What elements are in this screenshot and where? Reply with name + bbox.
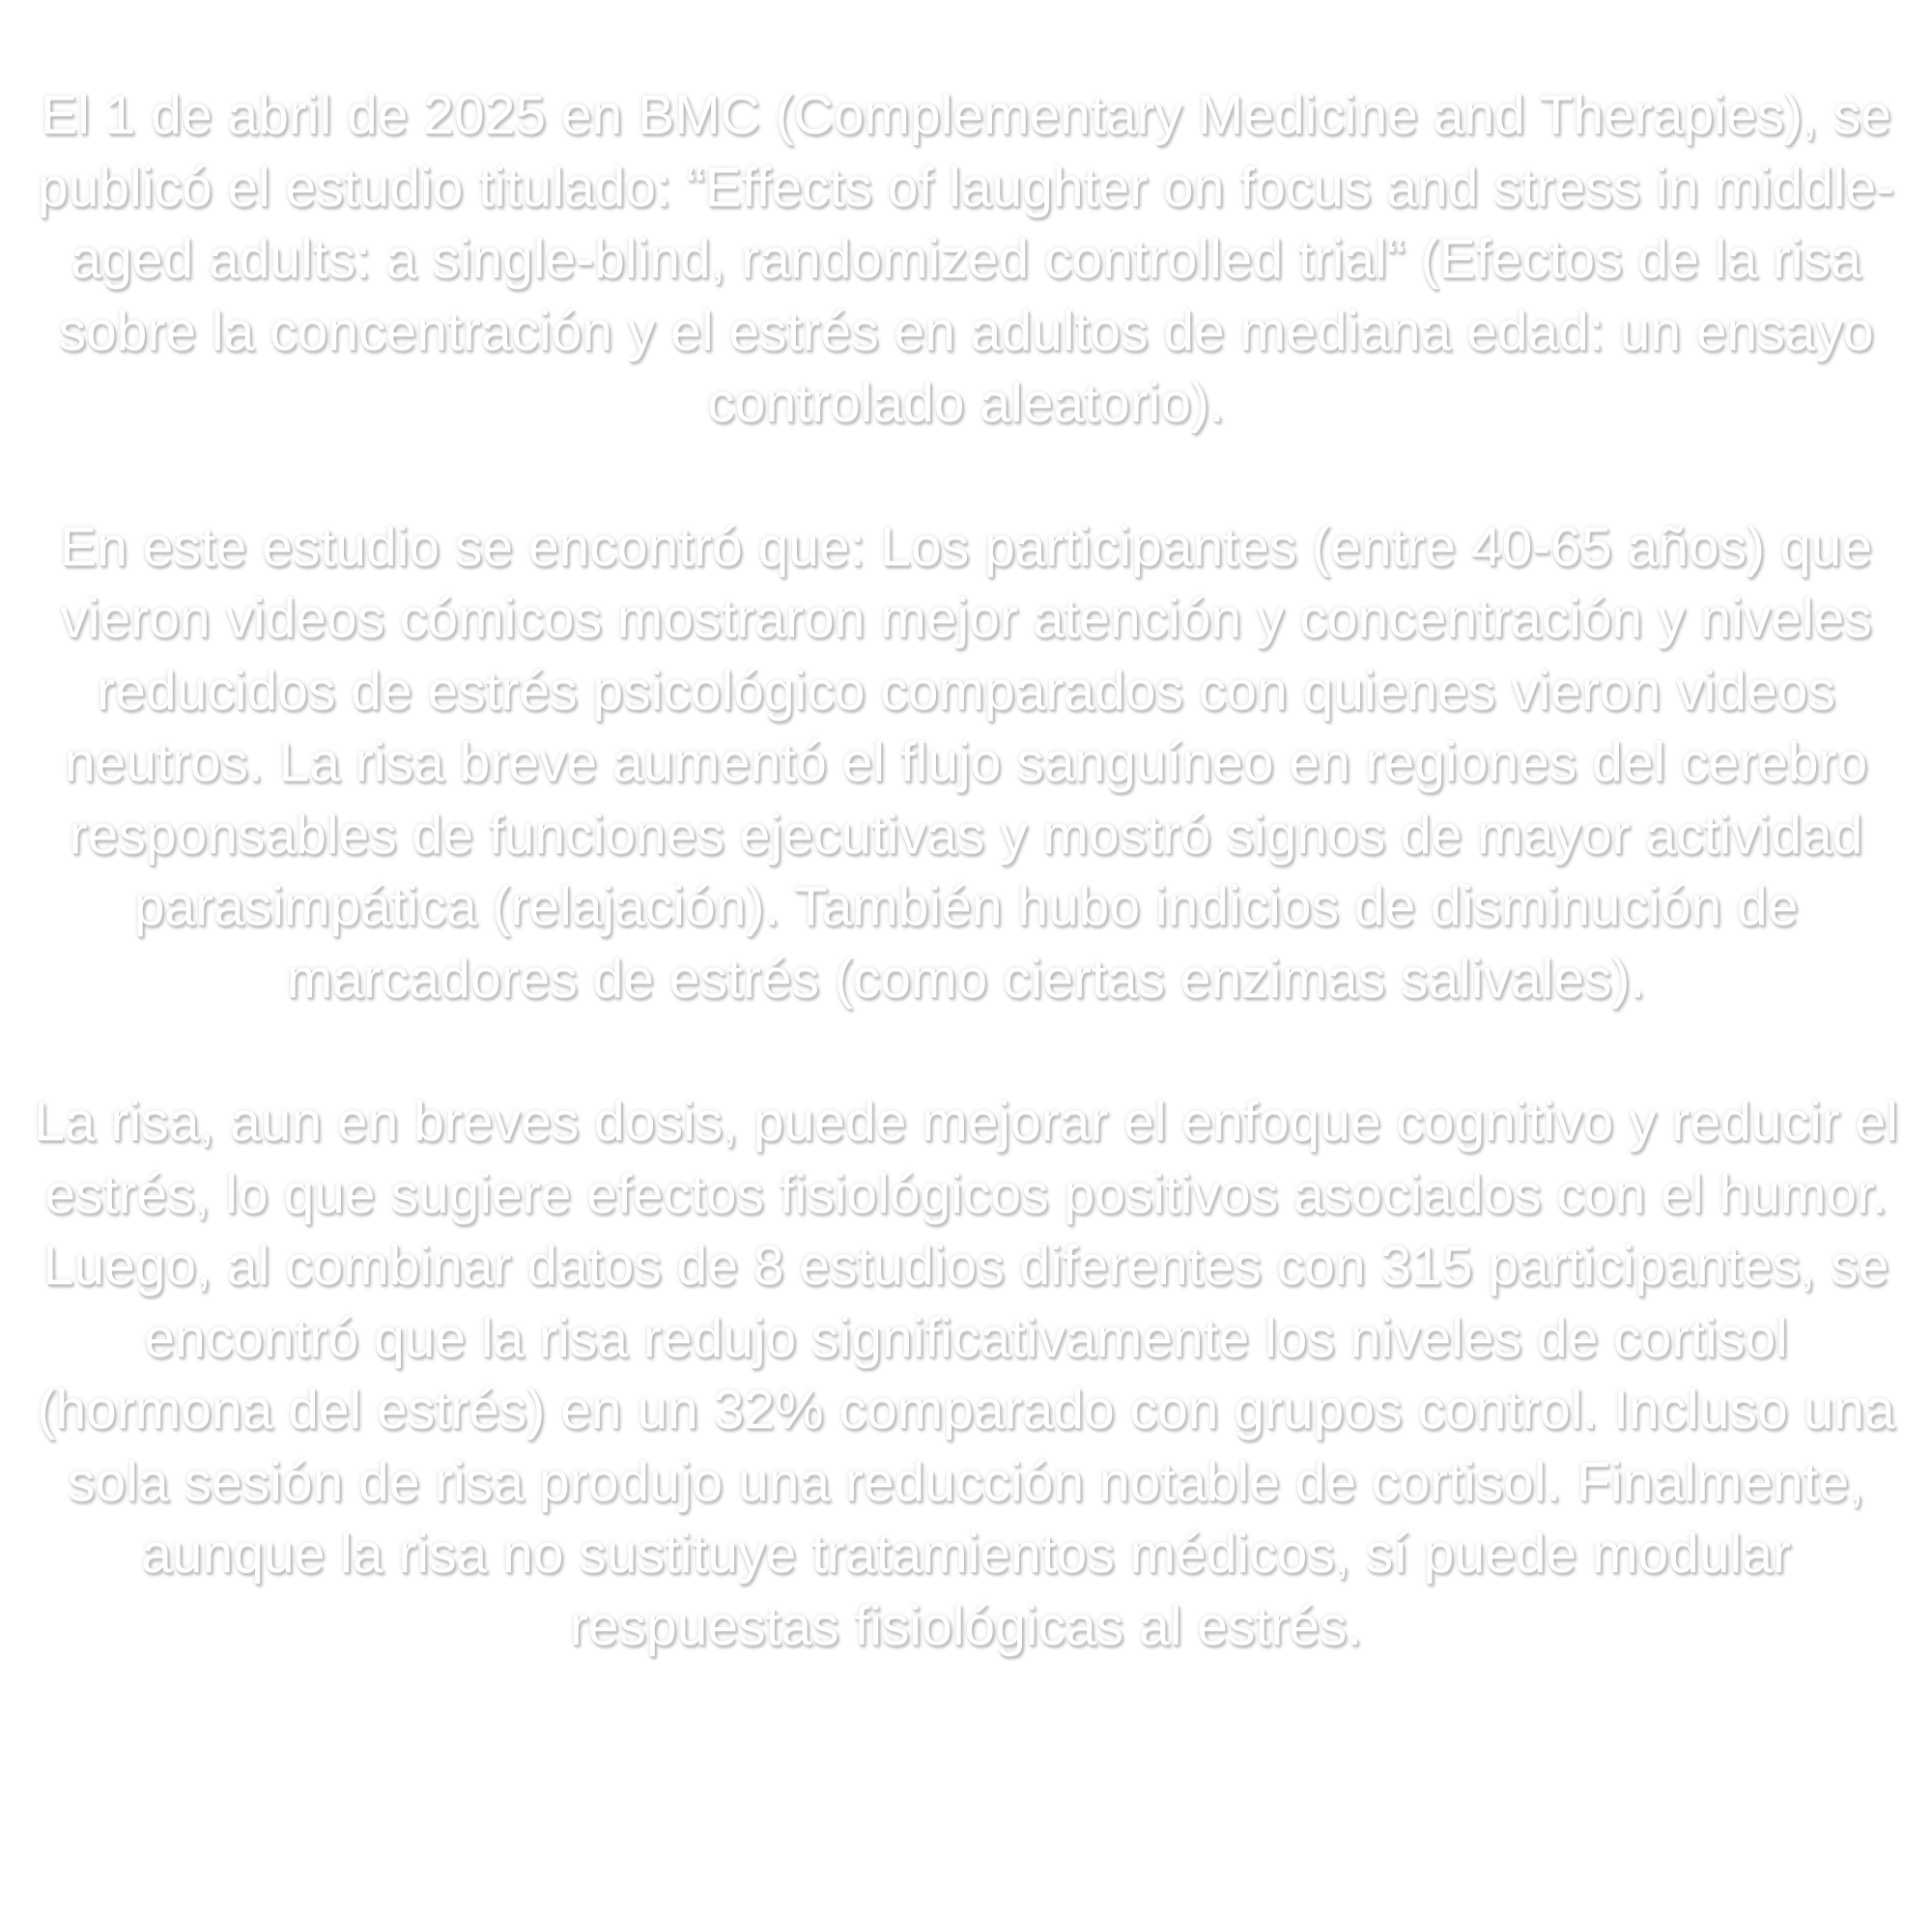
paragraph-conclusion: La risa, aun en breves dosis, puede mejorar el enfoque cognitivo y reducir el estrés, lo que sugiere efectos fisiológicos positivos asociados con el humor. Luego, al combinar datos de 8 estudios diferentes con 315 participantes, se encontró que la risa redujo significativamente los niveles de cortisol (hormona del estrés) en un 32% comparado con grupos control. Incluso una sola sesión de risa produjo una reducción notable de cortisol. Finalmente, aunque la risa no sustituye tratamientos médicos, sí puede modular respuestas fisiológicas al estrés.: [34, 1091, 1898, 1657]
paragraph-findings: En este estudio se encontró que: Los participantes (entre 40-65 años) que vieron videos cómicos mostraron mejor atención y concentración y niveles reducidos de estrés psicológico comparados con quienes vieron videos neutros. La risa breve aumentó el flujo sanguíneo en regiones del cerebro responsables de funciones ejecutivas y mostró signos de mayor actividad parasimpática (relajación). También hubo indicios de disminución de marcadores de estrés (como ciertas enzimas salivales).: [60, 515, 1872, 1010]
paragraph-publication: El 1 de abril de 2025 en BMC (Complementary Medicine and Therapies), se publicó el estudio titulado: “Effects of laughter on focus and stress in middle-aged adults: a single-blind, randomized controlled trial“ (Efectos de la risa sobre la concentración y el estrés en adultos de mediana edad: un ensayo controlado aleatorio).: [37, 84, 1895, 434]
